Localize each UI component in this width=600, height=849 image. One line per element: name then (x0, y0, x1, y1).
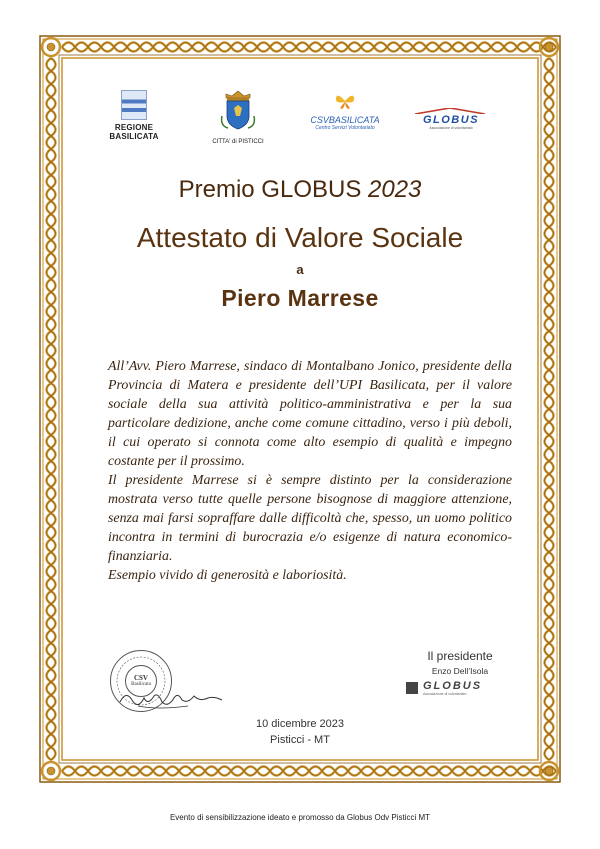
president-name: Enzo Dell’Isola (431, 666, 489, 676)
signature-left-icon (118, 684, 228, 714)
president-label: Il presidente (427, 649, 493, 663)
certificate-body (108, 357, 512, 585)
award-pre: Premio GLOBUS (178, 176, 362, 203)
globus-tagline: Associazione di volontariato (429, 126, 473, 130)
globus-square-icon (406, 682, 418, 694)
csv-name: CSVBASILICATA (310, 115, 380, 125)
coat-of-arms-icon (218, 88, 258, 132)
certificate-place: Pisticci - MT (270, 734, 330, 746)
body-paragraph: All’Avv. Piero Marrese, sindaco di Montalbano Jonico, presidente della Provincia di Matera e presidente dell’UPI Basilicata, per il valore sociale della sua attività politico-amministrativa e per la sua particolare dedizione, anche come comune cittadino, verso i più deboli, il cui operato si connota come alto esempio di qualità e impegno costante per il prossimo. (108, 359, 512, 469)
stamp-region: Basilicata (131, 682, 151, 687)
globus-name: GLOBUS (422, 114, 480, 126)
footer-note: Evento di sensibilizzazione ideato e promosso da Globus Odv Pisticci MT (169, 813, 431, 822)
csv-tagline: Centro Servizi Volontariato (315, 125, 375, 131)
award-name (0, 176, 600, 204)
sponsor-logos-row (0, 88, 600, 158)
globus-logo (405, 108, 497, 130)
regione-basilicata-logo (106, 90, 162, 141)
president-logo-tagline: Associazione di volontariato (423, 692, 467, 696)
pisticci-label: CITTA' di PISTICCI (212, 139, 264, 145)
president-globus-logo (406, 680, 502, 696)
regione-line2: BASILICATA (109, 132, 159, 141)
certificate-title: Attestato di Valore Sociale (136, 222, 464, 253)
certificate-date: 10 dicembre 2023 (255, 718, 345, 730)
csv-basilicata-logo (300, 92, 390, 131)
body-paragraph: Il presidente Marrese si è sempre distinto per la considerazione mostrata verso tutte quelle persone bisognose di maggiore attenzione, senza mai farsi sopraffare dalle difficoltà che, spesso, un uomo politico incontra in termini di burocrazia e/o esigenze di natura economico-finanziaria. (108, 473, 512, 564)
stamp-csv: CSV (133, 674, 148, 682)
preposition: a (296, 262, 304, 277)
butterfly-icon (333, 92, 357, 110)
regione-line1: REGIONE (114, 123, 154, 132)
body-paragraph: Esempio vivido di generosità e laboriosità. (108, 568, 347, 583)
recipient-name: Piero Marrese (221, 285, 379, 311)
citta-pisticci-logo (212, 88, 264, 145)
award-year: 2023 (368, 176, 422, 203)
regione-emblem-icon (121, 90, 147, 120)
president-logo-text: GLOBUS (423, 680, 483, 692)
